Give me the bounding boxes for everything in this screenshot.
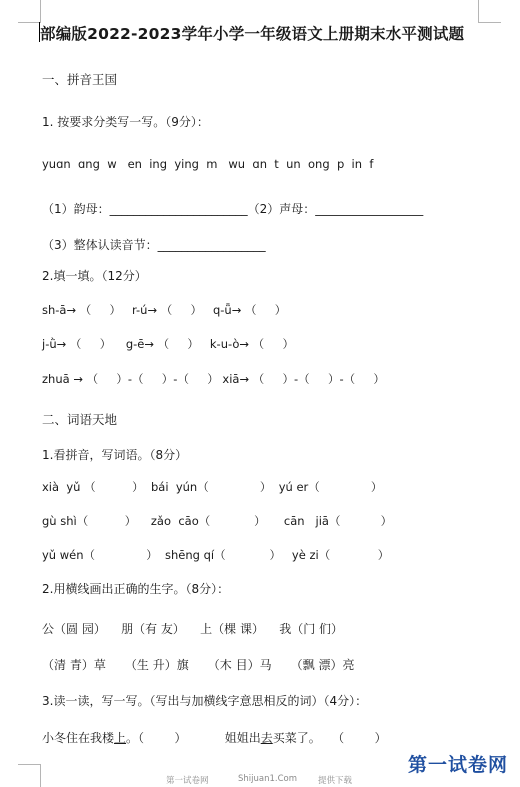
sentence-part: 买菜了。 （ ）	[272, 731, 387, 745]
footer-download-note: 提供下载	[318, 776, 353, 786]
question-1-prompt: 1. 按要求分类写一写。（9分）：	[42, 115, 209, 129]
sentence-part: 。（ ） 姐姐出	[126, 731, 261, 745]
watermark-brand: 第一试卷网	[408, 754, 509, 776]
question-words-prompt: 1.看拼音，写词语。（8分）	[42, 448, 188, 462]
corner-mark-top-left	[18, 0, 41, 23]
corner-mark-top-right	[478, 0, 501, 23]
word-row-3: yǔ wén（ ） shēng qí（ ） yè zi（ ）	[42, 548, 390, 562]
word-row-1: xià yǔ （ ） bái yún（ ） yú er（ ）	[42, 480, 383, 494]
answer-line-finals-initials: （1）韵母：_______________________（2）声母：__________________	[42, 202, 424, 216]
footer-site-url: Shijuan1.Com	[238, 774, 298, 784]
document-title: 部编版2022-2023学年小学一年级语文上册期末水平测试题	[40, 25, 465, 43]
underlined-word-out: 去	[260, 731, 273, 745]
question-2-prompt: 2.填一填。（12分）	[42, 269, 147, 283]
answer-line-whole-syllables: （3）整体认读音节：__________________	[42, 238, 266, 252]
corner-mark-bottom-left	[18, 764, 41, 787]
fill-row-1: sh-ā→ （ ） r-ú→ （ ） q-ǖ→ （ ）	[42, 303, 287, 317]
underlined-word-up: 上	[114, 731, 127, 745]
antonym-sentences	[42, 729, 387, 746]
fill-row-3: zhuā → （ ）-（ ）-（ ） xiā→ （ ）-（ ）-（ ）	[42, 372, 385, 386]
section-heading-words: 二、词语天地	[42, 412, 118, 427]
pinyin-list: yuɑn ɑng w en ing ying m wu ɑn t un ong p in f	[42, 157, 374, 171]
sentence-part: 小冬住在我楼	[42, 731, 115, 745]
footer-site-name: 第一试卷网	[166, 776, 209, 786]
word-row-2: gù shì（ ） zǎo cāo（ ） cān jiā（ ）	[42, 514, 393, 528]
character-choice-row-2: （清 青）草 （生 升）旗 （木 目）马 （飘 漂）亮	[42, 658, 355, 672]
section-heading-pinyin: 一、拼音王国	[42, 72, 118, 87]
character-choice-row-1: 公（圆 园） 朋（有 友） 上（棵 课） 我（门 们）	[42, 622, 344, 636]
question-antonyms-prompt: 3.读一读，写一写。（写出与加横线字意思相反的词）（4分）：	[42, 694, 368, 708]
question-characters-prompt: 2.用横线画出正确的生字。（8分）：	[42, 582, 230, 596]
fill-row-2: j-ǜ→ （ ） g-ē→ （ ） k-u-ò→ （ ）	[42, 337, 294, 351]
